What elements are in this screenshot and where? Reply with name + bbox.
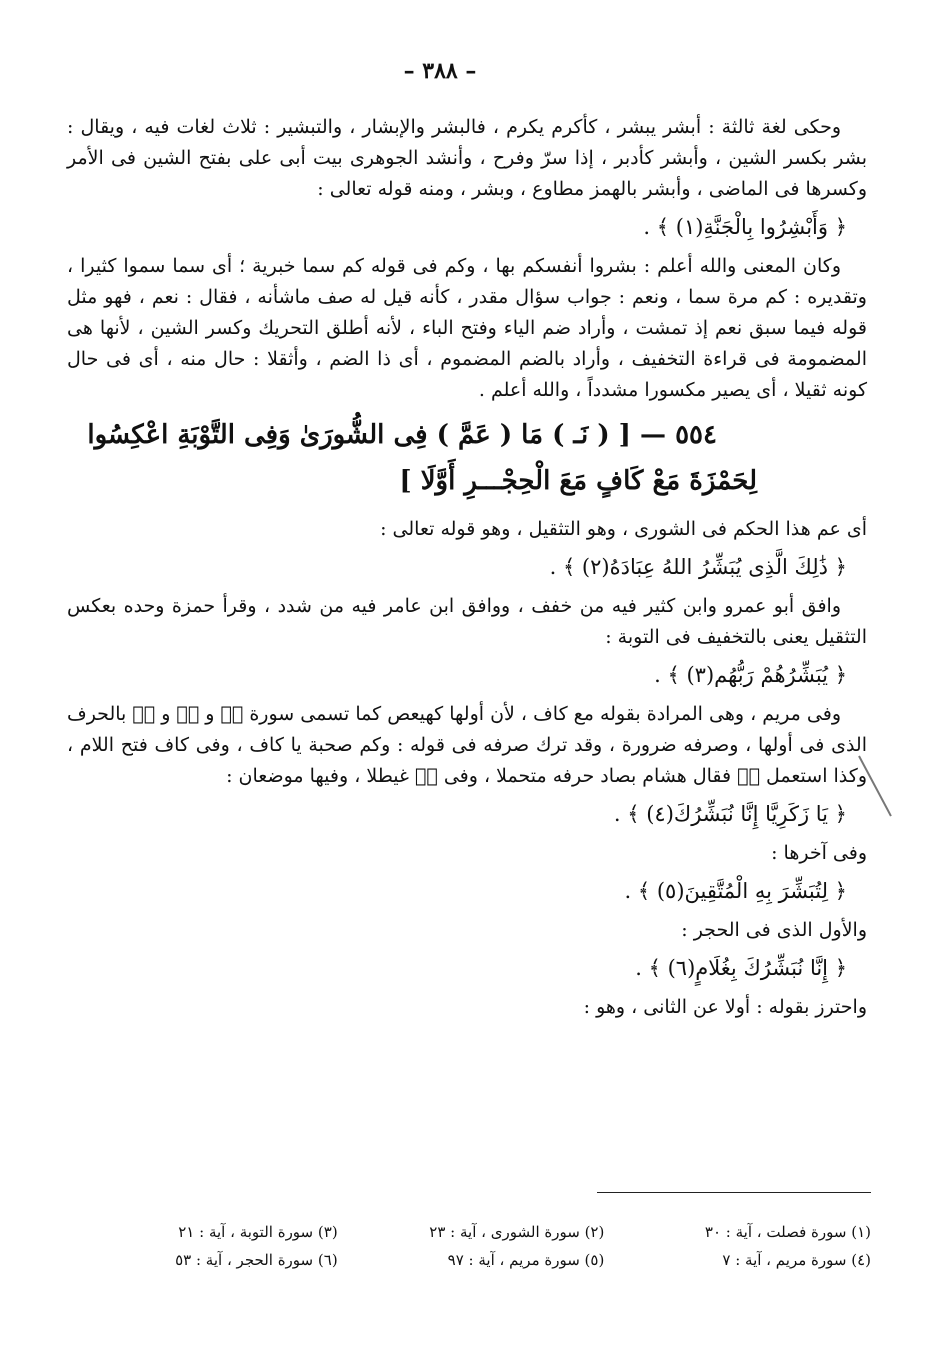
quran-verse-3: ﴿ يُبَشِّرُهُمْ رَبُّهُم(٣) ﴾ . bbox=[654, 663, 847, 687]
paragraph-meaning: وكان المعنى والله أعلم : بشروا أنفسكم بها ، وكم فى قوله كم سما خبرية ؛ أى سما سموا كثيرا ، وتقديره : كم مرة سما ، ونعم : جواب سؤال مقدر ، كأنه قيل له صف ماشأنه ، فقال : نعم ، فهو مثل قوله فيما سبق نعم إذ تمشت ، وأراد ضم الياء وفتح الباء ، لأنه أطلق التحريك وكسر الشين ، لأنها هى المضمومة فى قراءة التخفيف ، وأراد بالضم المضموم ، أى ذا الضم ، وأثقلا : حال منه ، أى فى حال كونه ثقيلا ، أى يصير مكسورا مشدداً ، والله أعلم . bbox=[67, 255, 867, 401]
poem-hemistich-1: ٥٥٤ — [ ( نَـ ) مَا ( عَمَّ ) فِى الشُّورَىٰ وَفِى التَّوْبَةِ اعْكِسُوا bbox=[87, 420, 717, 450]
poem-verse-554 bbox=[67, 412, 867, 504]
footnote-6: (٦) سورة الحجر ، آية : ٥٣ bbox=[175, 1251, 338, 1269]
paragraph-end-of-surah: وفى آخرها : bbox=[771, 842, 867, 864]
poem-hemistich-2: لِحَمْزَةَ مَعْ كَافٍ مَعَ الْحِجْـــرِ أَوَّلَا ] bbox=[399, 466, 757, 496]
paragraph-readers: وافق أبو عمرو وابن كثير فيه من خفف ، ووافق ابن عامر فيه من شدد ، وقرأ حمزة وحده بعكس التثقيل يعنى بالتخفيف فى التوبة : bbox=[67, 595, 867, 648]
main-text bbox=[67, 112, 867, 1027]
footnote-3: (٣) سورة التوبة ، آية : ٢١ bbox=[178, 1223, 338, 1241]
quran-verse-6: ﴿ إِنَّا نُبَشِّرُكَ بِغُلَامٍ(٦) ﴾ . bbox=[635, 956, 847, 980]
footnote-5: (٥) سورة مريم ، آية : ٩٧ bbox=[447, 1251, 605, 1269]
footnote-divider bbox=[597, 1192, 871, 1193]
paragraph-third-dialect: وحكى لغة ثالثة : أبشر يبشر ، كأكرم يكرم ، فالبشر والإبشار ، والتبشير : ثلاث لغات فيه ، ويقال : بشر بكسر الشين ، وأبشر كأدبر ، إذا سرّ وفرح ، وأنشد الجوهرى بيت أبى على بفتح الشين فى الأمر وكسرها فى الماضى ، وأبشر بالهمز مطاوع ، وبشر ، ومنه قوله تعالى : bbox=[67, 116, 867, 200]
footnote-1: (١) سورة فصلت ، آية : ٣٠ bbox=[704, 1223, 871, 1241]
footnote-2: (٢) سورة الشورى ، آية : ٢٣ bbox=[429, 1223, 605, 1241]
footnotes bbox=[91, 1218, 871, 1274]
quran-verse-4: ﴿ يَا زَكَرِيَّا إِنَّا نُبَشِّرُكَ(٤) ﴾ . bbox=[613, 802, 847, 826]
paragraph-hijr: والأول الذى فى الحجر : bbox=[681, 919, 867, 941]
quran-verse-5: ﴿ لِتُبَشِّرَ بِهِ الْمُتَّقِينَ(٥) ﴾ . bbox=[624, 879, 847, 903]
paragraph-shura: أى عم هذا الحكم فى الشورى ، وهو التثقيل ، وهو قوله تعالى : bbox=[380, 518, 867, 540]
quran-verse-2: ﴿ ذَٰلِكَ الَّذِى يُبَشِّرُ اللهُ عِبَادَهُ(٢) ﴾ . bbox=[549, 555, 847, 579]
footnote-4: (٤) سورة مريم ، آية : ٧ bbox=[722, 1251, 871, 1269]
paragraph-maryam: وفى مريم ، وهى المرادة بقوله مع كاف ، لأن أولها كهيعص كما تسمى سورة صۤ و قۤ و نۤ بالحرف الذى فى أولها ، وصرفه ضرورة ، وقد ترك صرفه فى قوله : وكم صحبة يا كاف ، وفى كاف فتح اللام ، وكذا استعمل صۤ فقال هشام بصاد حرفه متحملا ، وفى صۤ غيطلا ، وفيها موضعان : bbox=[67, 703, 867, 787]
page-number: – ٣٨٨ – bbox=[403, 58, 477, 84]
quran-verse-1: ﴿ وَأَبْشِرُوا بِالْجَنَّةِ(١) ﴾ . bbox=[643, 215, 847, 239]
paragraph-exclusion: واحترز بقوله : أولا عن الثانى ، وهو : bbox=[583, 996, 867, 1018]
